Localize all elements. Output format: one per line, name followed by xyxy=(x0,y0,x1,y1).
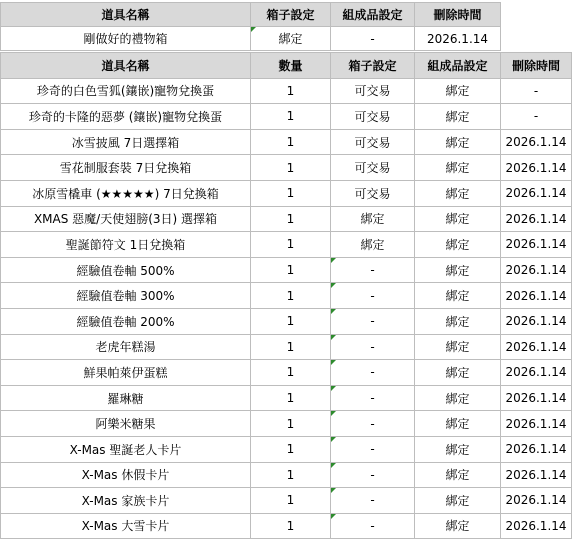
cell-delete-time: 2026.1.14 xyxy=(501,360,572,386)
cell-quantity: 1 xyxy=(251,360,331,386)
cell-delete-time: 2026.1.14 xyxy=(501,129,572,155)
cell-box-setting: 綁定 xyxy=(331,206,415,232)
cell-box-setting: - xyxy=(331,308,415,334)
cell-box-setting: 可交易 xyxy=(331,104,415,130)
cell-component-setting: 綁定 xyxy=(415,462,501,488)
cell-delete-time: 2026.1.14 xyxy=(501,334,572,360)
cell-item-name: X-Mas 休假卡片 xyxy=(1,462,251,488)
cell-box-setting: - xyxy=(331,411,415,437)
cell-delete-time: 2026.1.14 xyxy=(501,180,572,206)
cell-item-name: 冰雪披風 7日選擇箱 xyxy=(1,129,251,155)
cell-delete-time: 2026.1.14 xyxy=(501,308,572,334)
cell-box-setting: - xyxy=(331,462,415,488)
cell-component-setting: 綁定 xyxy=(415,411,501,437)
cell-item-name: X-Mas 家族卡片 xyxy=(1,488,251,514)
cell-box-setting: - xyxy=(331,360,415,386)
cell-box-setting: - xyxy=(331,283,415,309)
table-row xyxy=(1,411,572,437)
cell-item-name: 經驗值卷軸 300% xyxy=(1,283,251,309)
cell-quantity: 1 xyxy=(251,78,331,104)
cell-quantity: 1 xyxy=(251,308,331,334)
cell-item-name: 阿樂米糖果 xyxy=(1,411,251,437)
table-row xyxy=(1,232,572,258)
cell-quantity: 1 xyxy=(251,257,331,283)
cell-quantity: 1 xyxy=(251,334,331,360)
cell-delete-time: 2026.1.14 xyxy=(415,27,501,51)
cell-item-name: 雪花制服套裝 7日兌換箱 xyxy=(1,155,251,181)
cell-component-setting: 綁定 xyxy=(415,334,501,360)
table-row xyxy=(1,334,572,360)
cell-item-name: 經驗值卷軸 200% xyxy=(1,308,251,334)
cell-delete-time: 2026.1.14 xyxy=(501,232,572,258)
cell-component-setting: 綁定 xyxy=(415,436,501,462)
cell-item-name: 珍奇的白色雪狐(鑲嵌)寵物兌換蛋 xyxy=(1,78,251,104)
gift-box-contents-table xyxy=(0,52,572,539)
table-row xyxy=(1,513,572,539)
header-delete-time: 刪除時間 xyxy=(501,53,572,79)
cell-item-name: 鮮果帕萊伊蛋糕 xyxy=(1,360,251,386)
cell-quantity: 1 xyxy=(251,436,331,462)
cell-item-name: 經驗值卷軸 500% xyxy=(1,257,251,283)
table-row xyxy=(1,155,572,181)
cell-box-setting: - xyxy=(331,436,415,462)
table-row xyxy=(1,206,572,232)
cell-component-setting: 綁定 xyxy=(415,206,501,232)
cell-component-setting: 綁定 xyxy=(415,78,501,104)
cell-quantity: 1 xyxy=(251,155,331,181)
gift-box-summary-table xyxy=(0,2,501,51)
table-row xyxy=(1,308,572,334)
cell-box-setting: 可交易 xyxy=(331,155,415,181)
table-row xyxy=(1,385,572,411)
cell-item-name: 聖誕節符文 1日兌換箱 xyxy=(1,232,251,258)
cell-quantity: 1 xyxy=(251,462,331,488)
header-item-name: 道具名稱 xyxy=(1,53,251,79)
cell-item-name: XMAS 惡魔/天使翅膀(3日) 選擇箱 xyxy=(1,206,251,232)
cell-delete-time: 2026.1.14 xyxy=(501,513,572,539)
table-row xyxy=(1,257,572,283)
table-header-row xyxy=(1,3,501,27)
table-row xyxy=(1,27,501,51)
table-row xyxy=(1,180,572,206)
header-component-setting: 組成品設定 xyxy=(331,3,415,27)
cell-box-setting: 可交易 xyxy=(331,129,415,155)
cell-quantity: 1 xyxy=(251,411,331,437)
cell-component-setting: 綁定 xyxy=(415,129,501,155)
cell-quantity: 1 xyxy=(251,283,331,309)
cell-quantity: 1 xyxy=(251,385,331,411)
table-row xyxy=(1,283,572,309)
cell-item-name: 羅琳糖 xyxy=(1,385,251,411)
cell-component-setting: 綁定 xyxy=(415,155,501,181)
cell-quantity: 1 xyxy=(251,232,331,258)
cell-component-setting: 綁定 xyxy=(415,283,501,309)
header-delete-time: 刪除時間 xyxy=(415,3,501,27)
cell-quantity: 1 xyxy=(251,180,331,206)
cell-delete-time: 2026.1.14 xyxy=(501,462,572,488)
cell-box-setting: - xyxy=(331,257,415,283)
cell-delete-time: 2026.1.14 xyxy=(501,411,572,437)
cell-component-setting: 綁定 xyxy=(415,488,501,514)
table-row xyxy=(1,129,572,155)
cell-component-setting: 綁定 xyxy=(415,104,501,130)
header-quantity: 數量 xyxy=(251,53,331,79)
cell-item-name: 剛做好的禮物箱 xyxy=(1,27,251,51)
cell-box-setting: - xyxy=(331,385,415,411)
cell-quantity: 1 xyxy=(251,129,331,155)
cell-quantity: 1 xyxy=(251,488,331,514)
cell-delete-time: 2026.1.14 xyxy=(501,436,572,462)
cell-delete-time: - xyxy=(501,78,572,104)
cell-delete-time: 2026.1.14 xyxy=(501,283,572,309)
table-row xyxy=(1,488,572,514)
cell-quantity: 1 xyxy=(251,513,331,539)
cell-item-name: X-Mas 大雪卡片 xyxy=(1,513,251,539)
cell-quantity: 1 xyxy=(251,206,331,232)
cell-item-name: 老虎年糕湯 xyxy=(1,334,251,360)
cell-item-name: 珍奇的卡隆的惡夢 (鑲嵌)寵物兌換蛋 xyxy=(1,104,251,130)
cell-component-setting: 綁定 xyxy=(415,385,501,411)
header-box-setting: 箱子設定 xyxy=(251,3,331,27)
cell-box-setting: 可交易 xyxy=(331,78,415,104)
cell-component-setting: - xyxy=(331,27,415,51)
cell-box-setting: - xyxy=(331,488,415,514)
cell-component-setting: 綁定 xyxy=(415,180,501,206)
cell-delete-time: 2026.1.14 xyxy=(501,385,572,411)
table-header-row xyxy=(1,53,572,79)
cell-delete-time: 2026.1.14 xyxy=(501,155,572,181)
cell-component-setting: 綁定 xyxy=(415,360,501,386)
cell-box-setting: - xyxy=(331,334,415,360)
cell-delete-time: 2026.1.14 xyxy=(501,488,572,514)
header-component-setting: 組成品設定 xyxy=(415,53,501,79)
table-row xyxy=(1,462,572,488)
cell-component-setting: 綁定 xyxy=(415,257,501,283)
table-row xyxy=(1,104,572,130)
table-row xyxy=(1,78,572,104)
cell-box-setting: 綁定 xyxy=(331,232,415,258)
cell-delete-time: - xyxy=(501,104,572,130)
cell-component-setting: 綁定 xyxy=(415,513,501,539)
cell-component-setting: 綁定 xyxy=(415,308,501,334)
cell-box-setting: 綁定 xyxy=(251,27,331,51)
cell-item-name: X-Mas 聖誕老人卡片 xyxy=(1,436,251,462)
cell-delete-time: 2026.1.14 xyxy=(501,257,572,283)
table-row xyxy=(1,436,572,462)
cell-delete-time: 2026.1.14 xyxy=(501,206,572,232)
table-row xyxy=(1,360,572,386)
cell-box-setting: 可交易 xyxy=(331,180,415,206)
cell-box-setting: - xyxy=(331,513,415,539)
cell-component-setting: 綁定 xyxy=(415,232,501,258)
header-item-name: 道具名稱 xyxy=(1,3,251,27)
cell-item-name: 冰原雪橇車 (★★★★★) 7日兌換箱 xyxy=(1,180,251,206)
cell-quantity: 1 xyxy=(251,104,331,130)
header-box-setting: 箱子設定 xyxy=(331,53,415,79)
